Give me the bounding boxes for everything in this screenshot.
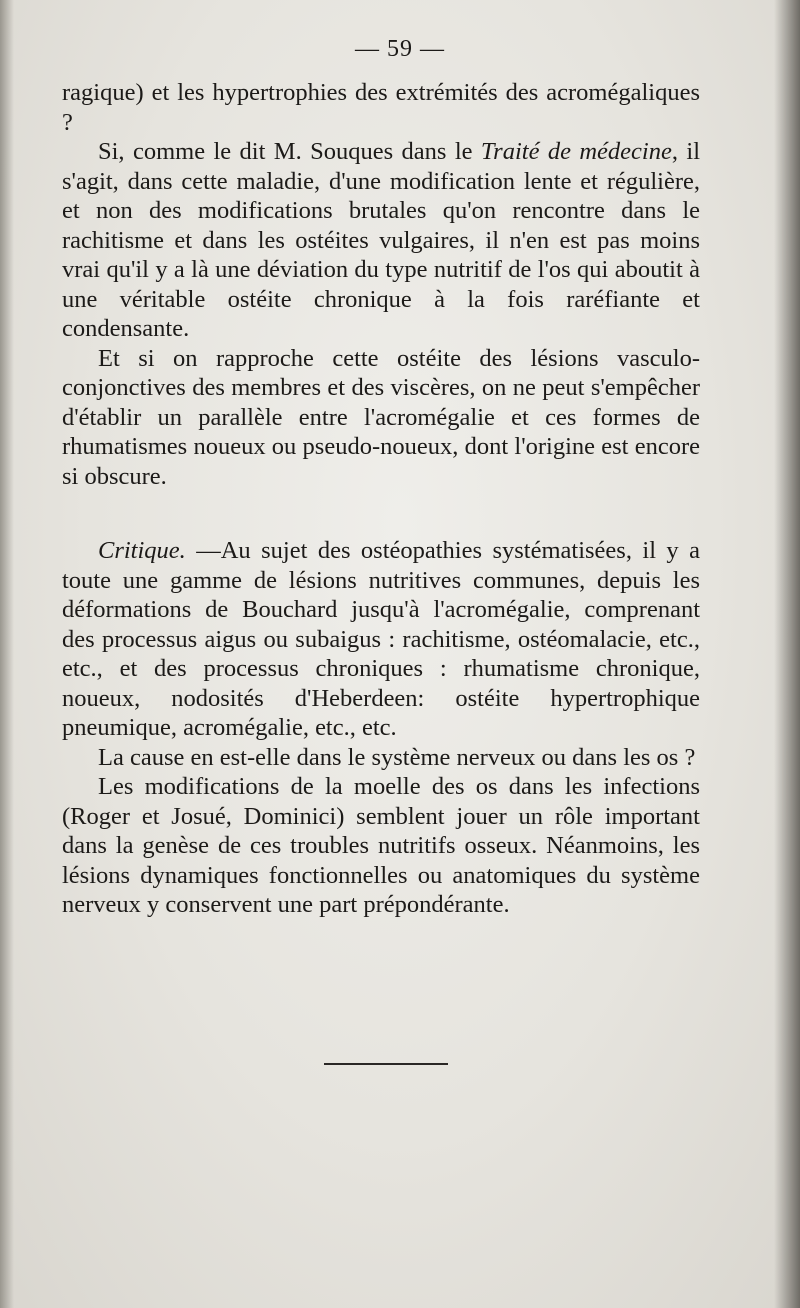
page-edge-shadow-right	[774, 0, 800, 1308]
paragraph-3-text: Et si on rapproche cette ostéite des lésions vasculo-conjonctives des membres et des viscères, on ne peut s'empêcher d'établir un parallèle entre l'acromégalie et ces formes de rhumatismes noueux ou pseudo-noueux, dont l'origine est encore si obscure.	[62, 344, 700, 490]
paragraph-6-text: Les modifications de la moelle des os dans les infections (Roger et Josué, Dominici) semblent jouer un rôle important dans la genèse de ces troubles nutritifs osseux. Néanmoins, les lésions dynamiques fonctionnelles ou anatomiques du système nerveux y conservent une part prépondérante.	[62, 773, 700, 918]
paragraph-6	[62, 772, 700, 920]
book-title-italic: Traité de médecine	[480, 138, 672, 165]
section-lead-critique: Critique.	[98, 537, 186, 564]
paragraph-1	[62, 78, 700, 137]
paragraph-3	[62, 344, 700, 492]
paragraph-2-text-before: Si, comme le dit M. Souques dans le	[98, 138, 481, 165]
paragraph-4-text: —Au sujet des ostéopathies systématisées, il y a toute une gamme de lésions nutritives communes, depuis les déformations de Bouchard jusqu'à l'acromégalie, comprenant des processus aigus ou subaigus : rachitisme, ostéomalacie, etc., etc., et des processus chroniques : rhumatisme chronique, noueux, nodosités d'Heberdeen: ostéite hypertrophique pneumique, acromégalie, etc., etc.	[62, 537, 700, 741]
body-text	[62, 78, 700, 920]
paragraph-gap	[62, 491, 700, 536]
page-edge-shadow-left	[0, 0, 14, 1308]
page-number: — 59 —	[355, 36, 445, 62]
paragraph-4	[62, 536, 700, 743]
paragraph-1-text: ragique) et les hypertrophies des extrémités des acromégaliques ?	[62, 79, 700, 136]
paragraph-2-text-after: , il s'agit, dans cette maladie, d'une modification lente et régulière, et non des modifications brutales qu'on rencontre dans le rachitisme et dans les ostéites vulgaires, il n'en est pas moins vrai qu'il y a là une déviation du type nutritif de l'os qui aboutit à une véritable ostéite chronique à la fois raréfiante et condensante.	[62, 138, 701, 342]
end-rule-divider	[324, 1063, 448, 1065]
paragraph-5	[62, 743, 700, 773]
paragraph-5-text: La cause en est-elle dans le système nerveux ou dans les os ?	[98, 743, 696, 771]
paragraph-2	[62, 137, 700, 344]
